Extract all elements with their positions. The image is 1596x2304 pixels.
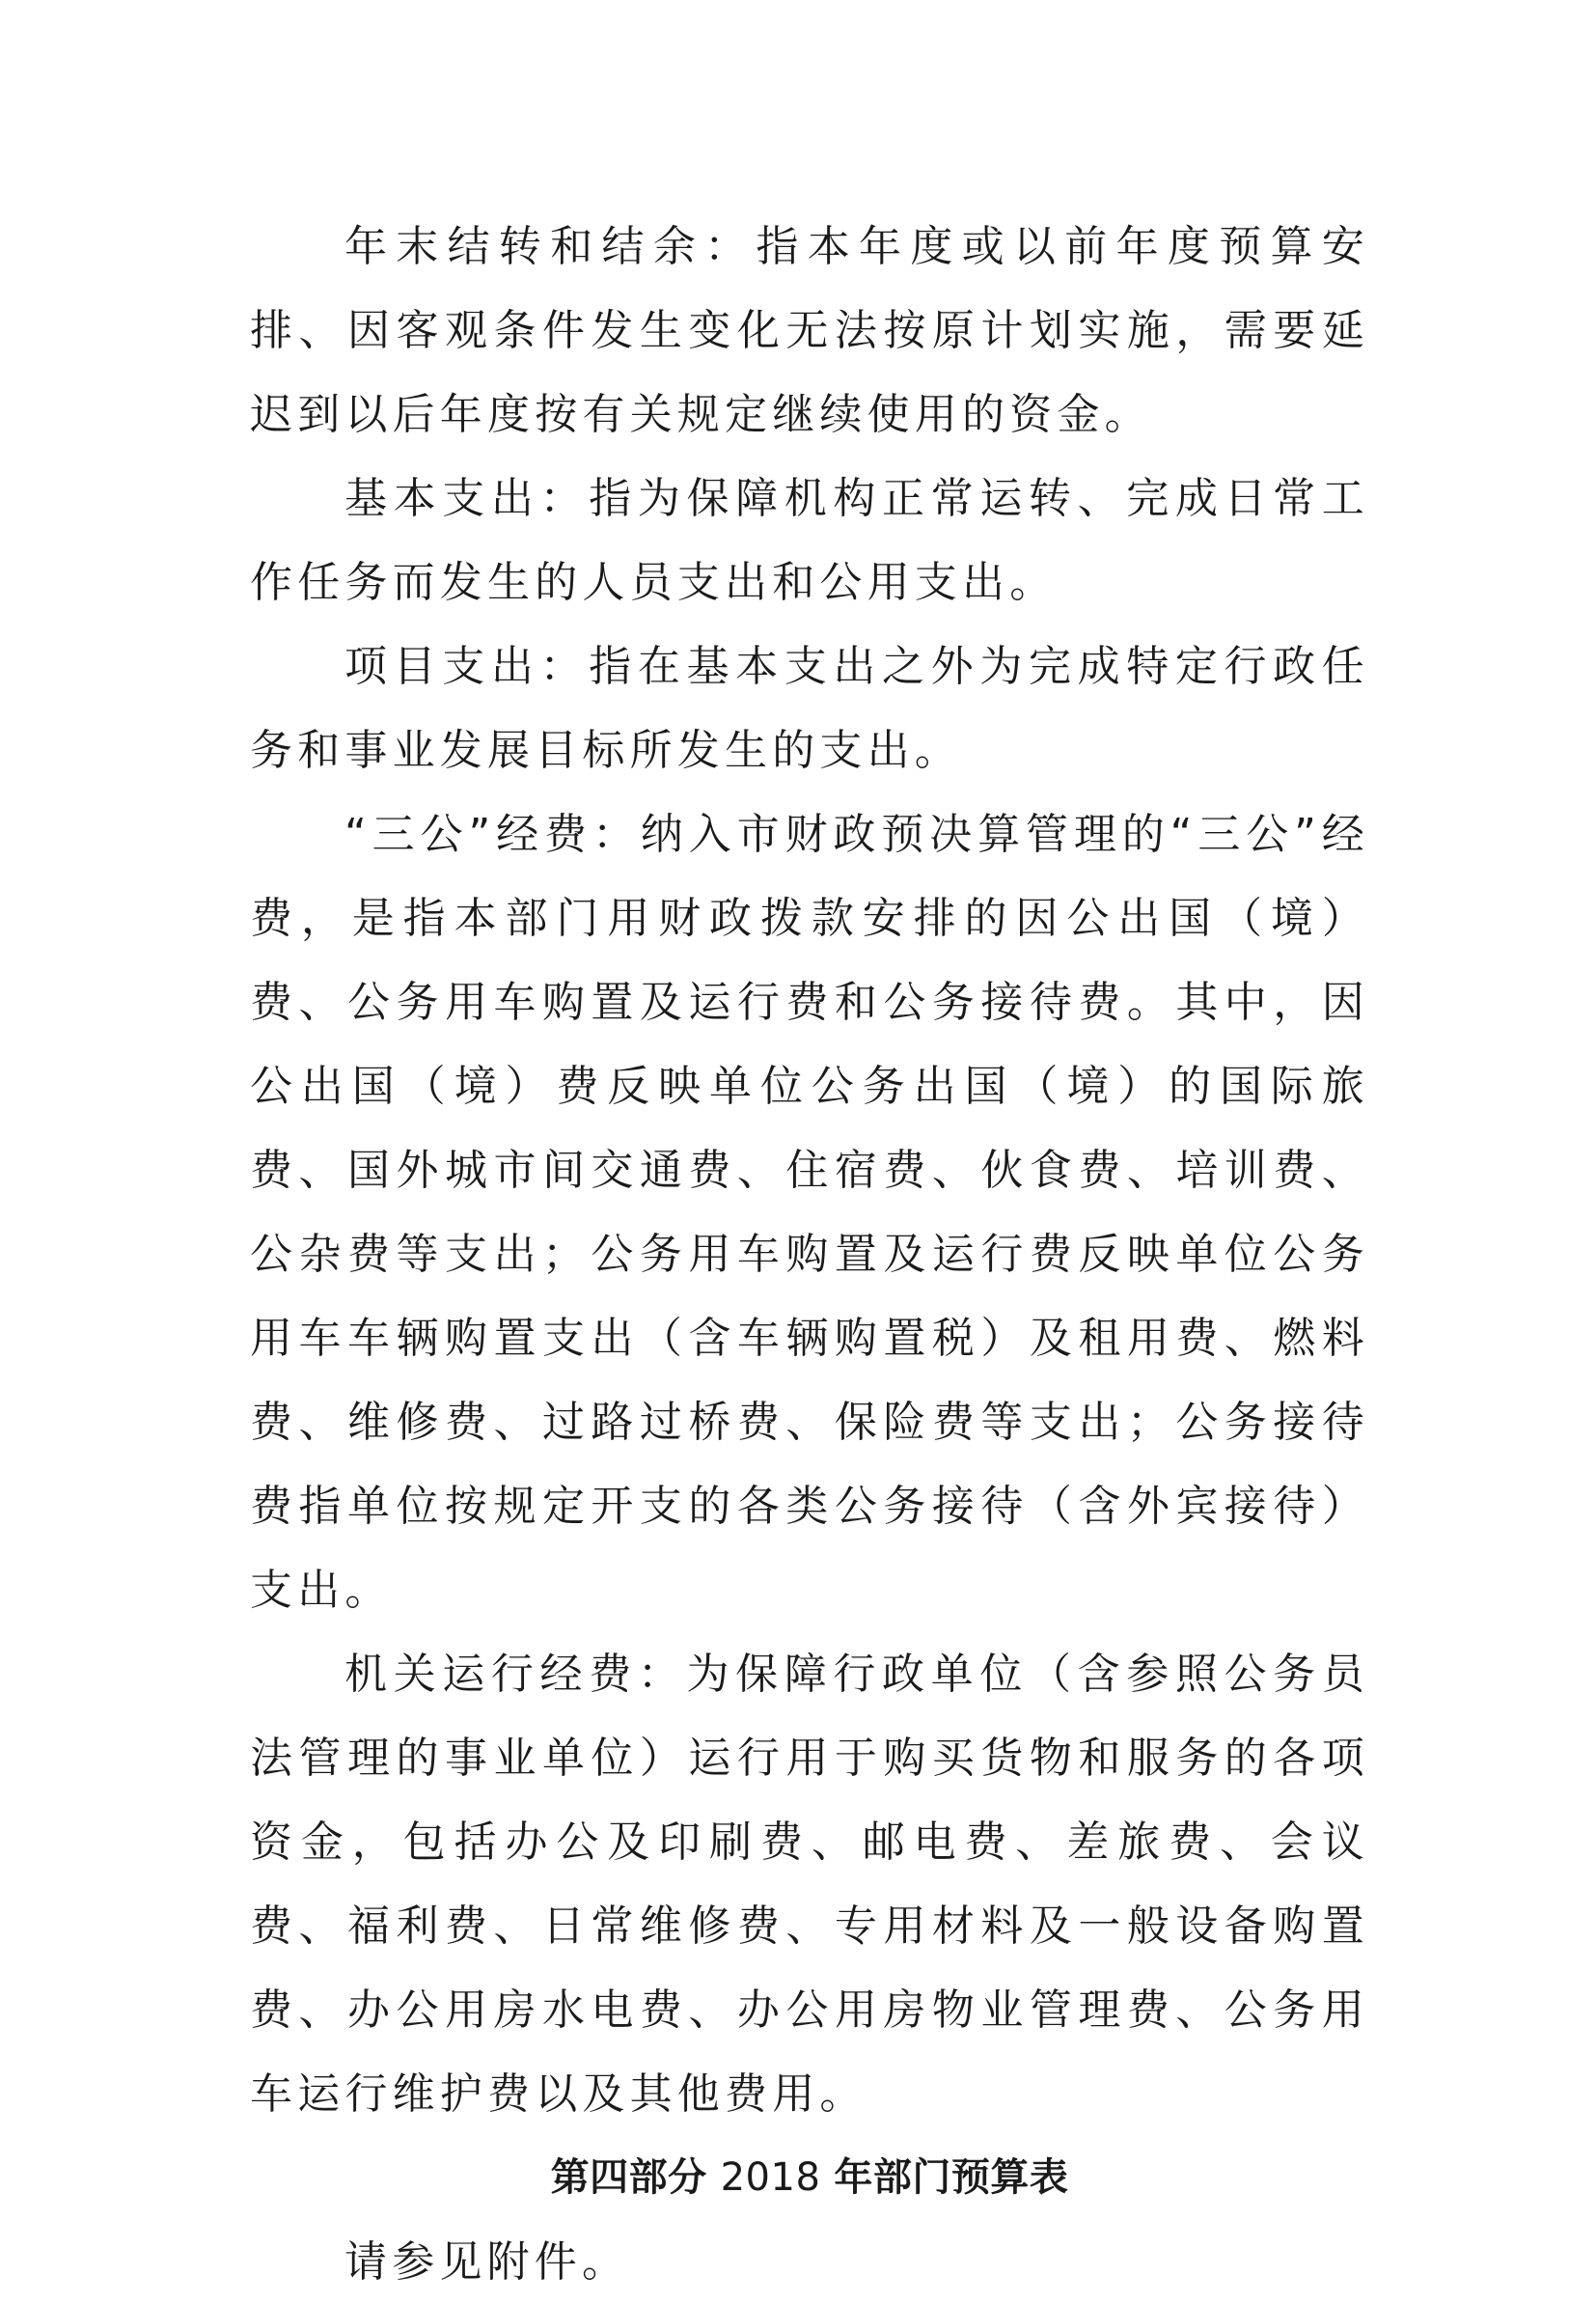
paragraph-three-public-expenses: “三公”经费：纳入市财政预决算管理的“三公”经费，是指本部门用财政拨款安排的因公出国（境）费、公务用车购置及运行费和公务接待费。其中，因公出国（境）费反映单位公务出国（境）的国际旅费、国外城市间交通费、住宿费、伙食费、培训费、公杂费等支出；公务用车购置及运行费反映单位公务用车车辆购置支出（含车辆购置税）及租用费、燃料费、维修费、过路过桥费、保险费等支出；公务接待费指单位按规定开支的各类公务接待（含外宾接待）支出。 [250, 810, 1369, 1615]
paragraph-year-end-balance: 年末结转和结余：指本年度或以前年度预算安排、因客观条件发生变化无法按原计划实施，需要延迟到以后年度按有关规定继续使用的资金。 [250, 222, 1369, 439]
section-part-label: 第四部分 [550, 2155, 707, 2200]
section-year: 2018 [720, 2155, 821, 2200]
closing-note: 请参见附件。 [344, 2237, 630, 2287]
paragraph-project-expenditure: 项目支出：指在基本支出之外为完成特定行政任务和事业发展目标所发生的支出。 [250, 642, 1369, 775]
paragraph-operating-expenses: 机关运行经费：为保障行政单位（含参照公务员法管理的事业单位）运行用于购买货物和服务的各项资金，包括办公及印刷费、邮电费、差旅费、会议费、福利费、日常维修费、专用材料及一般设备购置费、办公用房水电费、办公用房物业管理费、公务用车运行维护费以及其他费用。 [250, 1650, 1369, 2119]
section-heading [250, 2136, 1369, 2220]
document-body [250, 205, 1369, 2304]
section-title: 年部门预算表 [834, 2155, 1069, 2200]
paragraph-basic-expenditure: 基本支出：指为保障机构正常运转、完成日常工作任务而发生的人员支出和公用支出。 [250, 474, 1369, 607]
